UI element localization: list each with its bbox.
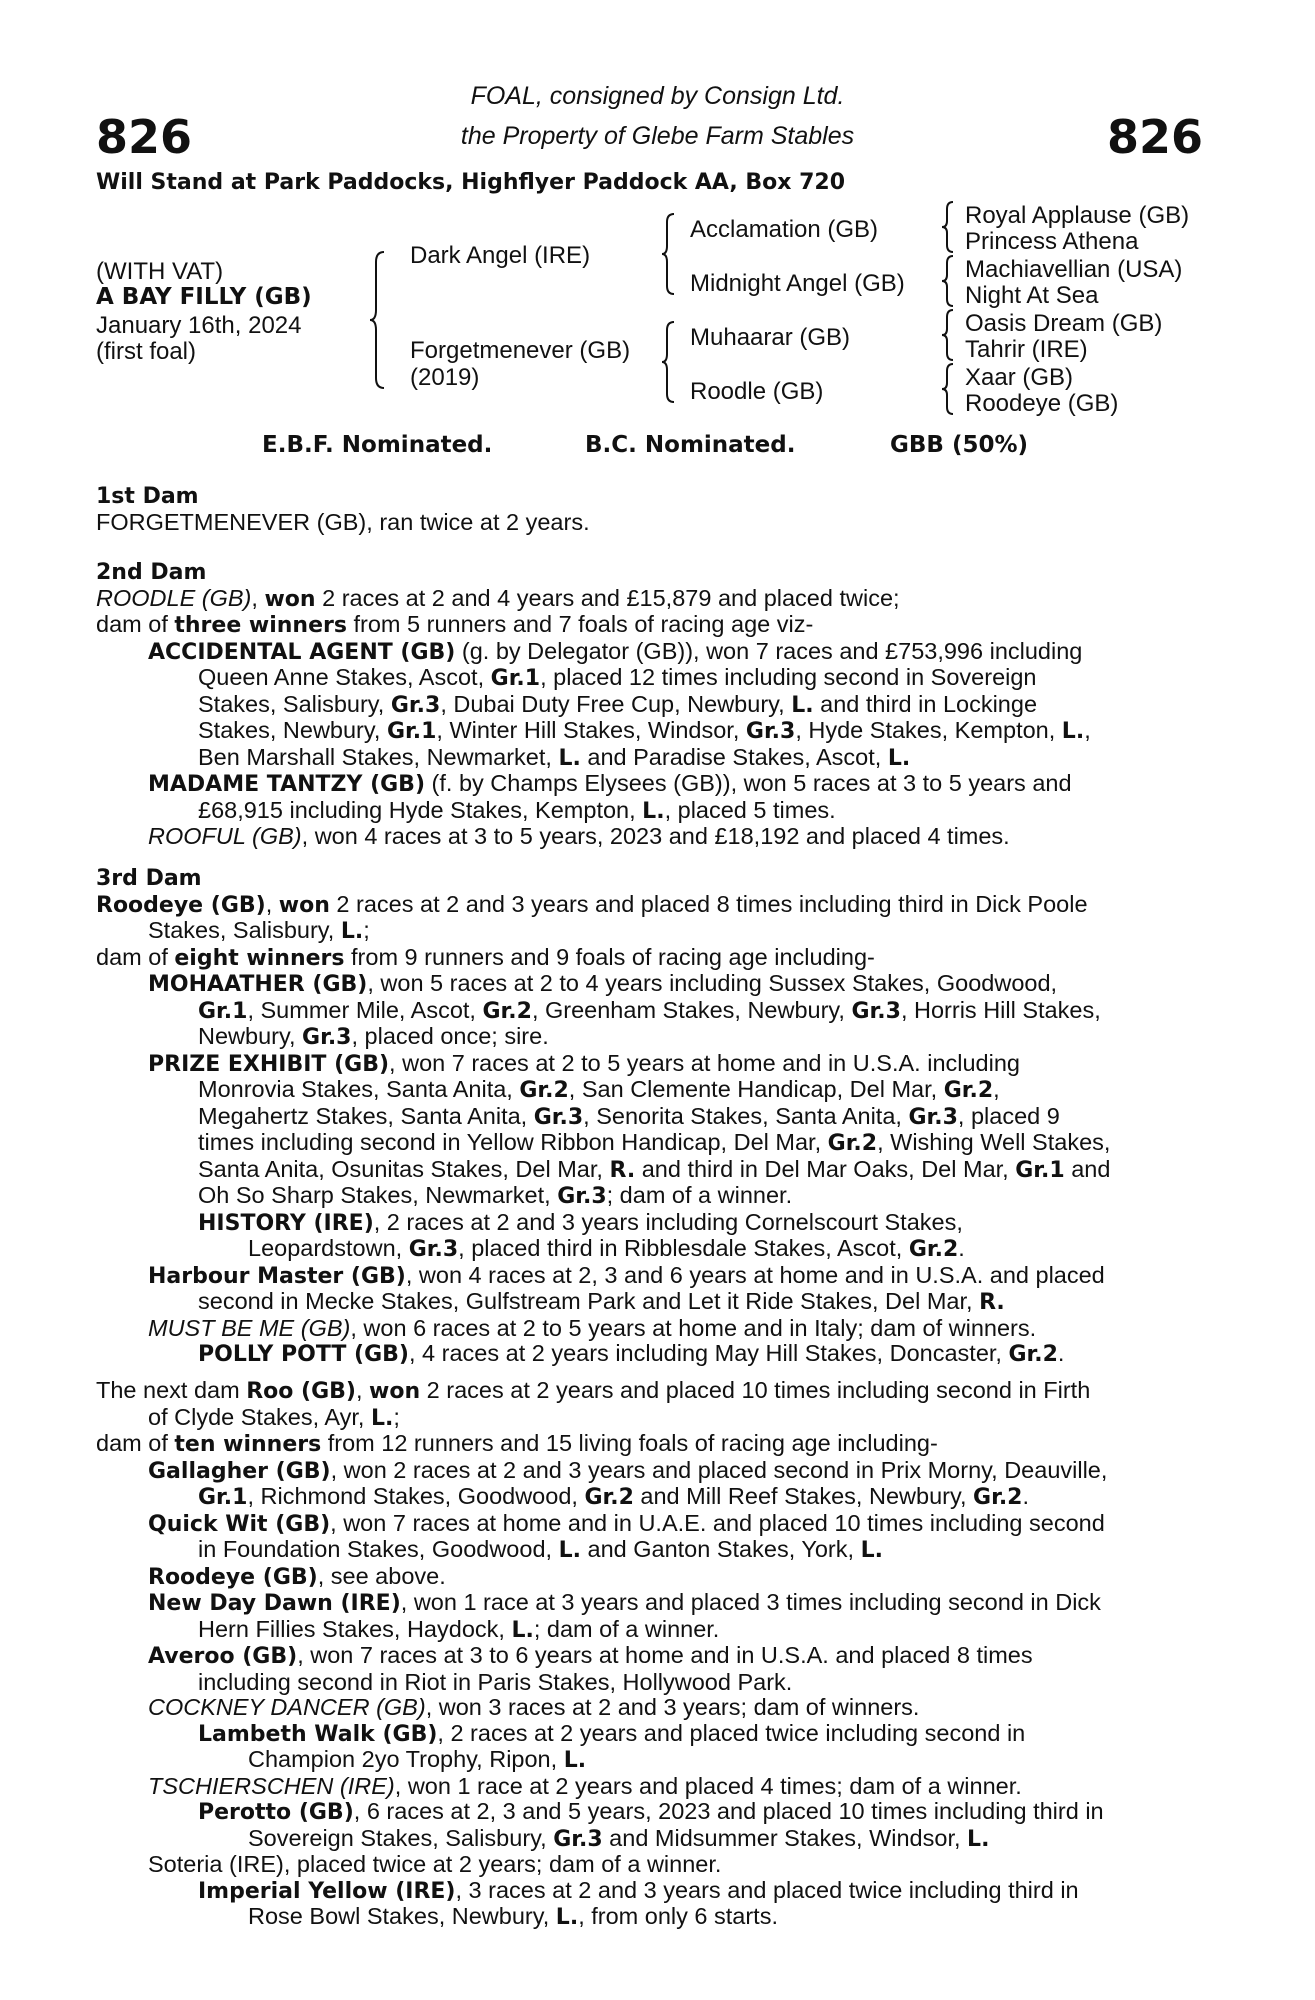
pedigree-dam-dam: Roodle (GB) [690, 378, 824, 405]
progeny-line: in Foundation Stakes, Goodwood, L. and Ganton Stakes, York, L. [198, 1536, 883, 1563]
progeny-gallagher: Gallagher (GB), won 2 races at 2 and 3 years and placed second in Prix Morny, Deauville, [148, 1456, 1108, 1484]
pedigree-sire: Dark Angel (IRE) [410, 242, 591, 269]
next-dam-section [96, 1378, 1204, 1931]
pedigree-g4-6: Tahrir (IRE) [965, 336, 1088, 363]
progeny-prize-exhibit: PRIZE EXHIBIT (GB), won 7 races at 2 to 5 years at home and in U.S.A. including [148, 1049, 1020, 1077]
ebf-nomination: E.B.F. Nominated. [262, 432, 493, 458]
pedigree-dam-sire: Muhaarar (GB) [690, 324, 851, 351]
progeny-tschierschen: TSCHIERSCHEN (IRE), won 1 race at 2 years and placed 4 times; dam of a winner. [148, 1772, 1022, 1799]
progeny-history: HISTORY (IRE), 2 races at 2 and 3 years including Cornelscourt Stakes, [198, 1208, 963, 1236]
progeny-perotto: Perotto (GB), 6 races at 2, 3 and 5 years, 2023 and placed 10 times including third in [198, 1798, 1104, 1825]
vat-label: (WITH VAT) [96, 258, 224, 285]
pedigree-sire-sire: Acclamation (GB) [690, 216, 879, 243]
progeny-line: second in Mecke Stakes, Gulfstream Park and Let it Ride Stakes, Del Mar, R. [198, 1288, 1005, 1315]
progeny-polly-pott: POLLY POTT (GB), 4 races at 2 years including May Hill Stakes, Doncaster, Gr.2. [198, 1340, 1065, 1367]
progeny-line: Gr.1, Summer Mile, Ascot, Gr.2, Greenham Stakes, Newbury, Gr.3, Horris Hill Stakes, [198, 996, 1101, 1024]
lot-number-left: 826 [96, 110, 193, 164]
progeny-line: Newbury, Gr.3, placed once; sire. [198, 1023, 549, 1050]
progeny-roodeye: Roodeye (GB), see above. [148, 1562, 446, 1590]
progeny-line: Stakes, Salisbury, Gr.3, Dubai Duty Free Cup, Newbury, L. and third in Lockinge [198, 690, 1038, 718]
progeny-soteria: Soteria (IRE), placed twice at 2 years; dam of a winner. [148, 1851, 722, 1877]
progeny-mohaather: MOHAATHER (GB), won 5 races at 2 to 4 years including Sussex Stakes, Goodwood, [148, 970, 1058, 997]
progeny-line: Hern Fillies Stakes, Haydock, L.; dam of a winner. [198, 1615, 720, 1643]
progeny-line: Ben Marshall Stakes, Newmarket, L. and Paradise Stakes, Ascot, L. [198, 743, 911, 771]
progeny-imperial-yellow: Imperial Yellow (IRE), 3 races at 2 and 3 years and placed twice including third in [198, 1876, 1079, 1904]
bc-nomination: B.C. Nominated. [585, 432, 796, 458]
next-dam-record: The next dam Roo (GB), won 2 races at 2 years and placed 10 times including second in Firth [96, 1377, 1091, 1404]
progeny-line: Stakes, Newbury, Gr.1, Winter Hill Stakes, Windsor, Gr.3, Hyde Stakes, Kempton, L., [198, 717, 1091, 744]
progeny-line: Champion 2yo Trophy, Ripon, L. [248, 1746, 587, 1773]
progeny-harbour-master: Harbour Master (GB), won 4 races at 2, 3 and 6 years at home and in U.S.A. and placed [148, 1261, 1105, 1289]
first-dam-heading: 1st Dam [96, 484, 199, 509]
progeny-accidental-agent: ACCIDENTAL AGENT (GB) (g. by Delegator (GB)), won 7 races and £753,996 including [148, 637, 1083, 665]
progeny-line: Santa Anita, Osunitas Stakes, Del Mar, R. and third in Del Mar Oaks, Del Mar, Gr.1 and [198, 1155, 1111, 1183]
horse-dob: January 16th, 2024 [96, 312, 302, 339]
pedigree-g4-3: Machiavellian (USA) [965, 256, 1183, 283]
horse-note: (first foal) [96, 338, 197, 365]
stand-location: Will Stand at Park Paddocks, Highflyer Paddock AA, Box 720 [96, 170, 846, 195]
second-dam-produce: dam of three winners from 5 runners and 7 foals of racing age viz- [96, 611, 814, 638]
record-line: Stakes, Salisbury, L.; [148, 917, 370, 944]
progeny-line: Queen Anne Stakes, Ascot, Gr.1, placed 12 times including second in Sovereign [198, 664, 1037, 691]
pedigree-g4-1: Royal Applause (GB) [965, 202, 1190, 229]
pedigree-brace-g4-2 [940, 254, 956, 308]
progeny-line: Megahertz Stakes, Santa Anita, Gr.3, Senorita Stakes, Santa Anita, Gr.3, placed 9 [198, 1102, 1060, 1130]
pedigree-brace-sire [660, 212, 678, 296]
progeny-line: Leopardstown, Gr.3, placed third in Ribblesdale Stakes, Ascot, Gr.2. [248, 1235, 965, 1262]
progeny-line: Sovereign Stakes, Salisbury, Gr.3 and Midsummer Stakes, Windsor, L. [248, 1824, 990, 1852]
next-dam-produce: dam of ten winners from 12 runners and 15 living foals of racing age including- [96, 1430, 938, 1457]
first-dam-text: FORGETMENEVER (GB), ran twice at 2 years. [96, 508, 590, 535]
pedigree-brace-dam [660, 320, 678, 404]
pedigree-g4-5: Oasis Dream (GB) [965, 310, 1163, 337]
consign-line-1: FOAL, consigned by Consign Ltd. [470, 82, 845, 110]
progeny-line: Rose Bowl Stakes, Newbury, L., from only 6 starts. [248, 1903, 778, 1930]
consign-line-2: the Property of Glebe Farm Stables [460, 122, 855, 150]
progeny-line: £68,915 including Hyde Stakes, Kempton, L., placed 5 times. [198, 796, 836, 824]
pedigree-brace-g4-4 [940, 362, 956, 416]
pedigree-g4-2: Princess Athena [965, 228, 1139, 255]
progeny-new-day-dawn: New Day Dawn (IRE), won 1 race at 3 years and placed 3 times including second in Dick [148, 1589, 1101, 1616]
third-dam-produce: dam of eight winners from 9 runners and 9 foals of racing age including- [96, 943, 875, 971]
progeny-averoo: Averoo (GB), won 7 races at 3 to 6 years at home and in U.S.A. and placed 8 times [148, 1642, 1033, 1669]
record-line: of Clyde Stakes, Ayr, L.; [148, 1403, 400, 1431]
progeny-line: Monrovia Stakes, Santa Anita, Gr.2, San Clemente Handicap, Del Mar, Gr.2, [198, 1076, 1000, 1103]
pedigree-dam: Forgetmenever (GB) [410, 337, 631, 364]
first-dam-section [96, 484, 1204, 535]
progeny-line: Oh So Sharp Stakes, Newmarket, Gr.3; dam of a winner. [198, 1182, 793, 1209]
progeny-madame-tantzy: MADAME TANTZY (GB) (f. by Champs Elysees (GB)), won 5 races at 3 to 5 years and [148, 770, 1072, 797]
progeny-must-be-me: MUST BE ME (GB), won 6 races at 2 to 5 years at home and in Italy; dam of winners. [148, 1314, 1037, 1341]
progeny-line: including second in Riot in Paris Stakes, Hollywood Park. [198, 1668, 793, 1695]
pedigree-sire-dam: Midnight Angel (GB) [690, 270, 905, 297]
second-dam-section [96, 560, 1204, 850]
progeny-cockney-dancer: COCKNEY DANCER (GB), won 3 races at 2 and 3 years; dam of winners. [148, 1694, 920, 1720]
progeny-line: Gr.1, Richmond Stakes, Goodwood, Gr.2 and Mill Reef Stakes, Newbury, Gr.2. [198, 1483, 1030, 1510]
lot-number-right: 826 [1106, 110, 1203, 164]
progeny-line: times including second in Yellow Ribbon Handicap, Del Mar, Gr.2, Wishing Well Stakes, [198, 1129, 1111, 1156]
pedigree-g4-7: Xaar (GB) [965, 364, 1074, 391]
progeny-lambeth-walk: Lambeth Walk (GB), 2 races at 2 years and placed twice including second in [198, 1719, 1026, 1747]
pedigree-g4-4: Night At Sea [965, 282, 1099, 309]
pedigree-brace-g4-3 [940, 308, 956, 362]
pedigree-dam-year: (2019) [410, 364, 480, 391]
progeny-quick-wit: Quick Wit (GB), won 7 races at home and in U.A.E. and placed 10 times including second [148, 1509, 1105, 1537]
progeny-rooful: ROOFUL (GB), won 4 races at 3 to 5 years, 2023 and £18,192 and placed 4 times. [148, 823, 1010, 849]
gbb-label: GBB (50%) [890, 432, 1029, 458]
horse-name: A BAY FILLY (GB) [96, 284, 312, 310]
pedigree-brace-main [368, 250, 388, 390]
third-dam-heading: 3rd Dam [96, 866, 202, 891]
pedigree-brace-g4-1 [940, 200, 956, 254]
pedigree-g4-8: Roodeye (GB) [965, 390, 1119, 417]
second-dam-heading: 2nd Dam [96, 560, 207, 585]
third-dam-record: Roodeye (GB), won 2 races at 2 and 3 years and placed 8 times including third in Dick Poole [96, 890, 1088, 918]
third-dam-section [96, 866, 1204, 1368]
second-dam-record: ROODLE (GB), won 2 races at 2 and 4 years and £15,879 and placed twice; [96, 584, 900, 612]
